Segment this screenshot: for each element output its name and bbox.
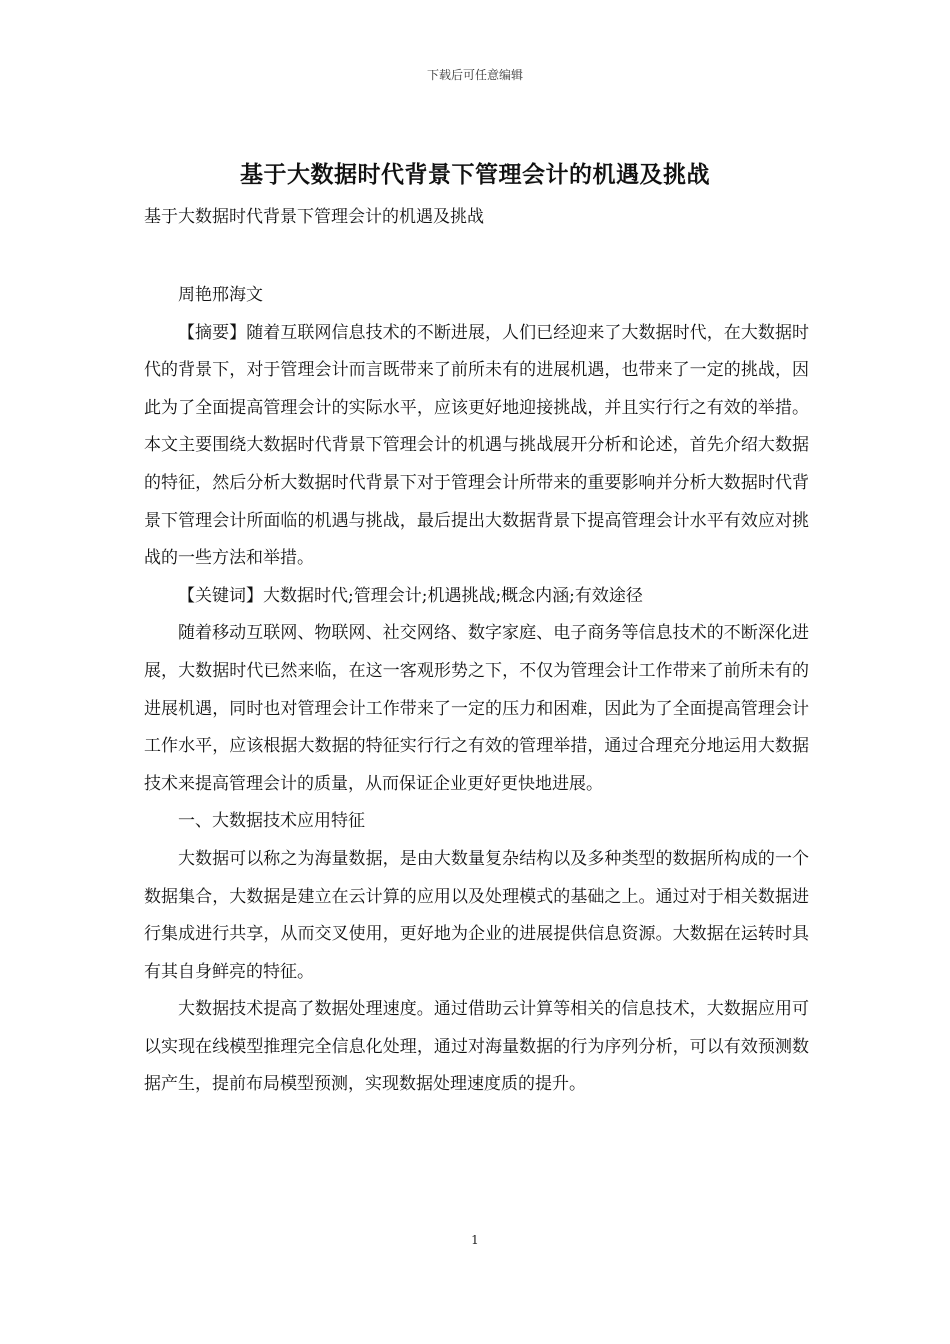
intro-paragraph: 随着移动互联网、物联网、社交网络、数字家庭、电子商务等信息技术的不断深化进展，大数据时代已然来临，在这一客观形势之下，不仅为管理会计工作带来了前所未有的进展机遇，同时也对管理会计工作带来了一定的压力和困难，因此为了全面提高管理会计工作水平，应该根据大数据的特征实行行之有效的管理举措，通过合理充分地运用大数据技术来提高管理会计的质量，从而保证企业更好更快地进展。 bbox=[144, 623, 809, 794]
body-paragraph: 大数据技术提高了数据处理速度。通过借助云计算等相关的信息技术，大数据应用可以实现在线模型推理完全信息化处理，通过对海量数据的行为序列分析，可以有效预测数据产生，提前布局模型预测，实现数据处理速度质的提升。 bbox=[144, 999, 809, 1095]
body-paragraph: 大数据可以称之为海量数据，是由大数量复杂结构以及多种类型的数据所构成的一个数据集合，大数据是建立在云计算的应用以及处理模式的基础之上。通过对于相关数据进行集成进行共享，从而交叉使用，更好地为企业的进展提供信息资源。大数据在运转时具有其自身鲜亮的特征。 bbox=[144, 848, 809, 982]
author-line: 周艳邢海文 bbox=[178, 285, 263, 305]
document-subtitle: 基于大数据时代背景下管理会计的机遇及挑战 bbox=[144, 207, 484, 227]
section-heading: 一、大数据技术应用特征 bbox=[178, 811, 365, 832]
document-title: 基于大数据时代背景下管理会计的机遇及挑战 bbox=[240, 161, 710, 188]
keywords-paragraph: 【关键词】大数据时代;管理会计;机遇挑战;概念内涵;有效途径 bbox=[178, 585, 643, 606]
abstract-paragraph: 【摘要】随着互联网信息技术的不断进展，人们已经迎来了大数据时代，在大数据时代的背景下，对于管理会计而言既带来了前所未有的进展机遇，也带来了一定的挑战，因此为了全面提高管理会计的实际水平，应该更好地迎接挑战，并且实行行之有效的举措。本文主要围绕大数据时代背景下管理会计的机遇与挑战展开分析和论述，首先介绍大数据的特征，然后分析大数据时代背景下对于管理会计所带来的重要影响并分析大数据时代背景下管理会计所面临的机遇与挑战，最后提出大数据背景下提高管理会计水平有效应对挑战的一些方法和举措。 bbox=[144, 322, 809, 569]
document-body bbox=[144, 277, 809, 1104]
page-number: 1 bbox=[471, 1233, 479, 1247]
page-header-note: 下载后可任意编辑 bbox=[426, 68, 523, 82]
